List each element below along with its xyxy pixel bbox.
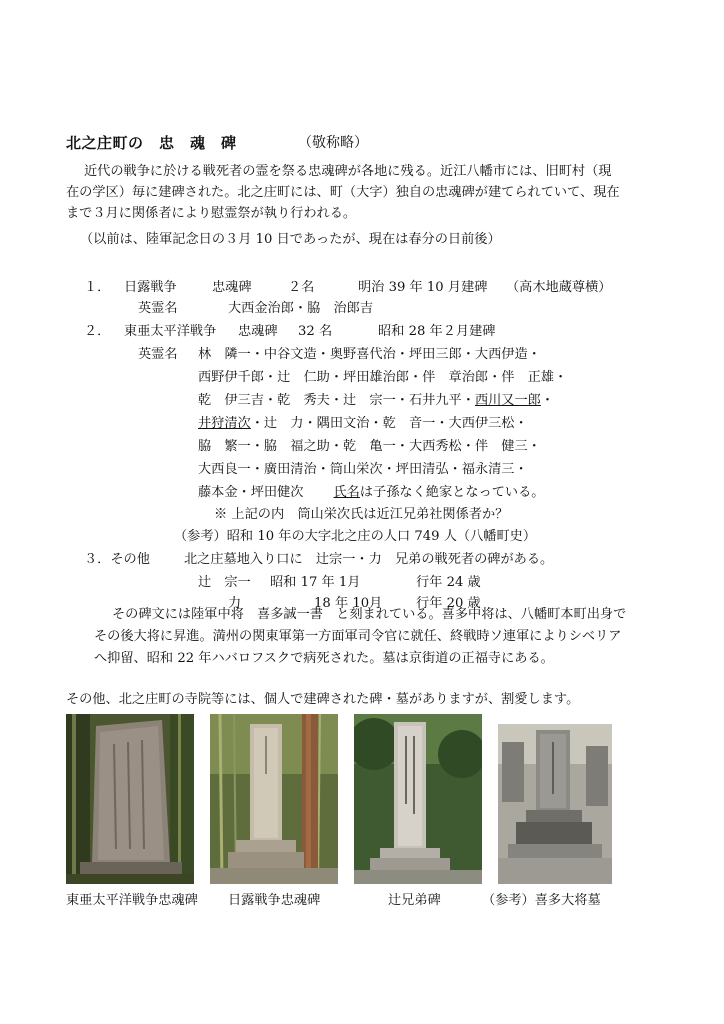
caption-kita-grave: （参考）喜多大将墓 [482,893,601,908]
item1-location-note: （高木地蔵尊横） [506,280,612,295]
item1-type: 忠魂碑 [212,280,252,295]
intro-line-2: 在の学区）毎に建碑された。北之庄町には、町（大字）独自の忠魂碑が建てられていて、現在 [66,185,620,200]
item2-spirits-label: 英霊名 [138,347,178,362]
item3-person2-name: 力 [228,596,242,611]
caption-tsuji-brothers-monument: 辻兄弟碑 [388,893,441,908]
honorific-note: （敬称略） [298,135,368,151]
item2-type: 忠魂碑 [238,324,278,339]
closing-note: その他、北之庄町の寺院等には、個人で建碑された碑・墓がありますが、割愛します。 [66,692,580,707]
item1-date: 明治 39 年 10 月建碑 [358,280,488,295]
item1-spirits-names: 大西金治郎・脇 治郎吉 [228,301,374,316]
item2-war: 東亜太平洋戦争 [124,324,217,339]
names-line-4-text: ・辻 力・隅田文治・乾 音一・大西伊三松・ [250,416,528,431]
monument-illustration [354,714,482,884]
names-line-3-text: 乾 伊三吉・乾 秀夫・辻 宗一・石井九平・ [198,393,475,408]
item2-names-line-6: 大西良一・廣田清治・筒山栄次・坪田清弘・福永清三・ [198,462,528,477]
monument-illustration [210,714,338,884]
item1-spirits-label: 英霊名 [138,301,178,316]
item2-names-line-1: 林 隣一・中谷文造・奥野喜代治・坪田三郎・大西伊造・ [198,347,541,362]
item3-person1-name: 辻 宗一 [198,575,251,590]
item3-person1-date: 昭和 17 年 1月 [270,575,361,590]
item2-names-line-5: 脇 繁一・脇 福之助・乾 亀一・大西秀松・伴 健三・ [198,439,541,454]
names-line-7-text: 藤本金・坪田健次 [198,485,304,500]
item2-note-1: ※ 上記の内 筒山栄次氏は近江兄弟社関係者か？ [214,507,509,522]
item2-number: ２． [84,324,111,339]
caption-russo-japanese-war-monument: 日露戦争忠魂碑 [228,893,321,908]
item3-person2-date: 18 年 10月 [314,596,383,611]
item2-names-line-3 [198,389,554,408]
extinct-note: は子孫なく絶家となっている。 [359,485,545,500]
intro-line-4: （以前は、陸軍記念日の３月 10 日であったが、現在は春分の日前後） [80,232,501,247]
item2-names-line-7 [198,481,545,500]
item1-war: 日露戦争 [124,280,177,295]
item2-date: 昭和 28 年２月建碑 [378,324,496,339]
separator: ・ [540,393,555,408]
page-title: 北之庄町の 忠 魂 碑 [66,134,237,152]
item2-note-2: （参考）昭和 10 年の大字北之庄の人口 749 人（八幡町史） [174,529,537,544]
item1-count: ２名 [288,280,315,295]
item1-number: １． [84,280,111,295]
item3-para-line-1: その碑文には陸軍中将 喜多誠一書 と刻まれている。喜多中将は、八幡町本町出身で [112,607,627,622]
grave-illustration [498,724,612,884]
item3-para-line-3: へ抑留、昭和 22 年ハバロフスクで病死された。墓は京街道の正福寺にある。 [94,651,554,666]
item3-heading: ３．その他 [84,552,150,567]
item3-description: 北之庄墓地入り口に 辻宗一・力 兄弟の戦死者の碑がある。 [184,552,554,567]
photo-pacific-war-monument [66,714,194,884]
underlined-name: 西川又一郎 [474,393,541,408]
item3-para-line-2: その後大将に昇進。満州の関東軍第一方面軍司令官に就任、終戦時ソ連軍によりシベリア [94,629,622,644]
item2-names-line-4 [198,412,528,431]
intro-line-3: まで３月に関係者により慰霊祭が執り行われる。 [66,206,357,221]
underlined-name: 井狩清次 [198,416,251,431]
item3-person1-age: 行年 24 歳 [416,575,481,590]
intro-line-1: 近代の戦争に於ける戦死者の霊を祭る忠魂碑が各地に残る。近江八幡市には、旧町村（現 [84,164,612,179]
photo-russo-japanese-war-monument [210,714,338,884]
monument-illustration [66,714,194,884]
caption-pacific-war-monument: 東亜太平洋戦争忠魂碑 [66,893,198,908]
photo-general-kita-grave [498,724,612,884]
underlined-word: 氏名 [333,485,360,500]
photo-tsuji-brothers-monument [354,714,482,884]
item2-count: 32 名 [298,324,333,339]
item3-person2-age: 行年 20 歳 [416,596,481,611]
item2-names-line-2: 西野伊千郎・辻 仁助・坪田雄治郎・伴 章治郎・伴 正雄・ [198,370,568,385]
